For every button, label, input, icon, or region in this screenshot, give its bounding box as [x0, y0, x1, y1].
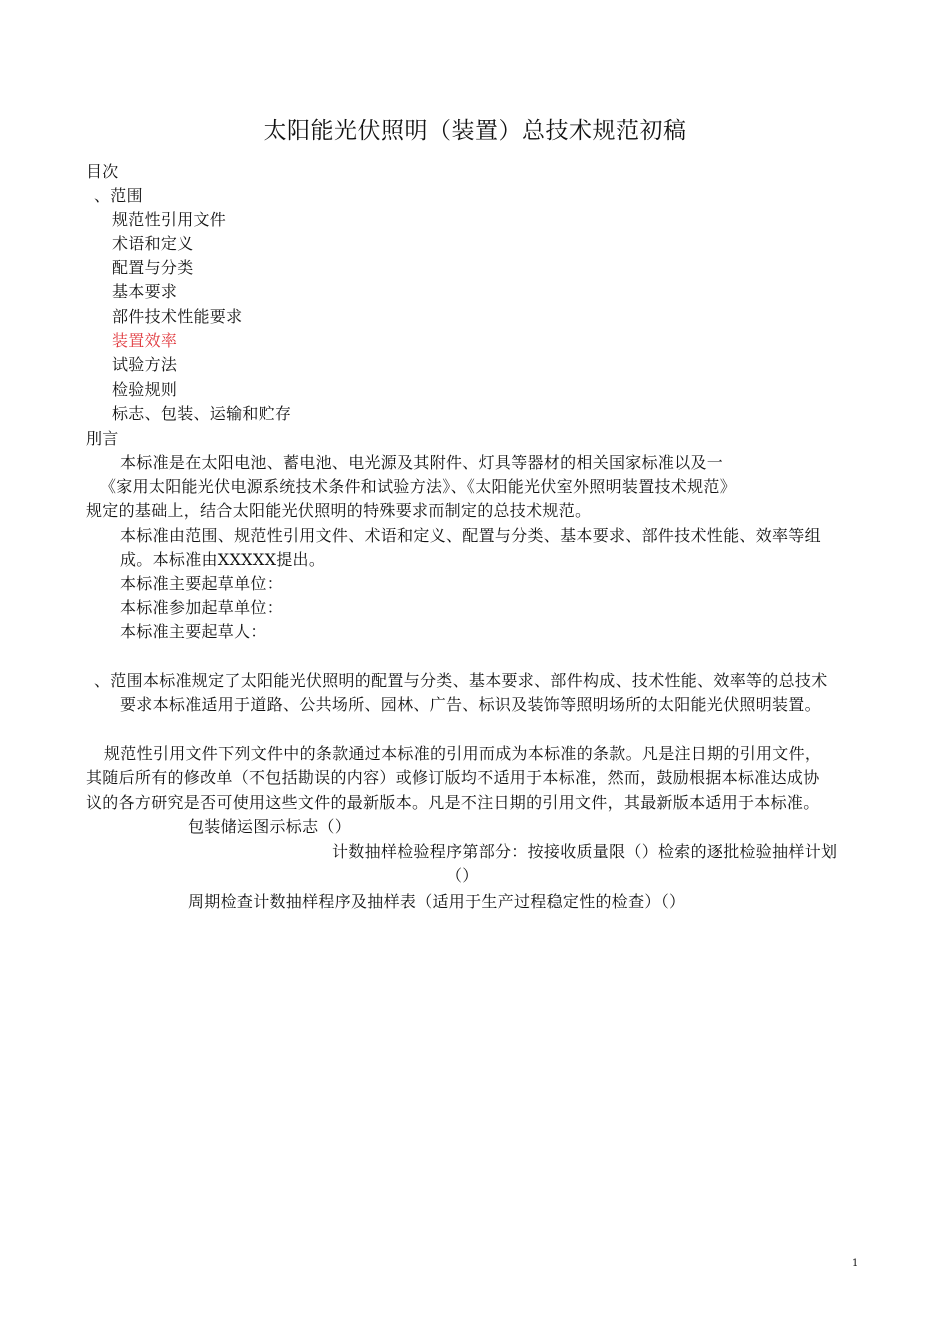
foreword-line: 本标准主要起草人：	[120, 622, 267, 641]
foreword-line: 规定的基础上，结合太阳能光伏照明的特殊要求而制定的总技术规范。	[86, 501, 592, 520]
foreword-line: 成。本标准由XXXXX提出。	[120, 550, 326, 569]
toc-item-configuration: 配置与分类	[112, 258, 194, 277]
toc-item-terms: 术语和定义	[112, 234, 194, 253]
foreword-line: 本标准由范围、规范性引用文件、术语和定义、配置与分类、基本要求、部件技术性能、效率等组	[120, 526, 821, 545]
reference-item: 包装储运图示标志（）	[188, 817, 352, 836]
foreword-line: 本标准参加起草单位：	[120, 598, 284, 617]
toc-item-marking-packaging: 标志、包装、运输和贮存	[112, 404, 292, 423]
scope-line: 、范围本标准规定了太阳能光伏照明的配置与分类、基本要求、部件构成、技术性能、效率等的总技术	[94, 671, 828, 690]
page-number: 1	[852, 1258, 859, 1269]
toc-item-inspection-rules: 检验规则	[112, 380, 178, 399]
foreword-line: 本标准主要起草单位：	[120, 574, 284, 593]
foreword-heading: 刖言	[86, 429, 119, 448]
references-line: 其随后所有的修改单（不包括勘误的内容）或修订版均不适用于本标准，然而，鼓励根据本标准达成协	[86, 768, 820, 787]
foreword-line: 《家用太阳能光伏电源系统技术条件和试验方法》、《太阳能光伏室外照明装置技术规范》	[100, 477, 737, 496]
scope-line: 要求本标准适用于道路、公共场所、园林、广告、标识及装饰等照明场所的太阳能光伏照明装置。	[120, 695, 821, 714]
reference-item: 计数抽样检验程序第部分：按接收质量限（）检索的逐批检验抽样计划	[332, 842, 838, 861]
doc-title: 太阳能光伏照明（装置）总技术规范初稿	[263, 118, 687, 144]
toc-heading: 目次	[86, 162, 119, 181]
references-line: 议的各方研究是否可使用这些文件的最新版本。凡是不注日期的引用文件，其最新版本适用于本标准。	[86, 793, 820, 812]
foreword-line: 本标准是在太阳电池、蓄电池、电光源及其附件、灯具等器材的相关国家标准以及一	[120, 453, 724, 472]
toc-item-test-methods: 试验方法	[112, 355, 178, 374]
reference-item-continuation: （）	[446, 866, 479, 885]
reference-item: 周期检查计数抽样程序及抽样表（适用于生产过程稳定性的检查）（）	[188, 892, 686, 911]
references-line: 规范性引用文件下列文件中的条款通过本标准的引用而成为本标准的条款。凡是注日期的引用文件，	[104, 744, 822, 763]
toc-item-component-performance: 部件技术性能要求	[112, 307, 243, 326]
toc-item-basic-requirements: 基本要求	[112, 282, 178, 301]
toc-item-normative-references: 规范性引用文件	[112, 210, 227, 229]
toc-item-scope: 、范围	[94, 186, 143, 205]
toc-item-device-efficiency: 装置效率	[112, 331, 178, 350]
